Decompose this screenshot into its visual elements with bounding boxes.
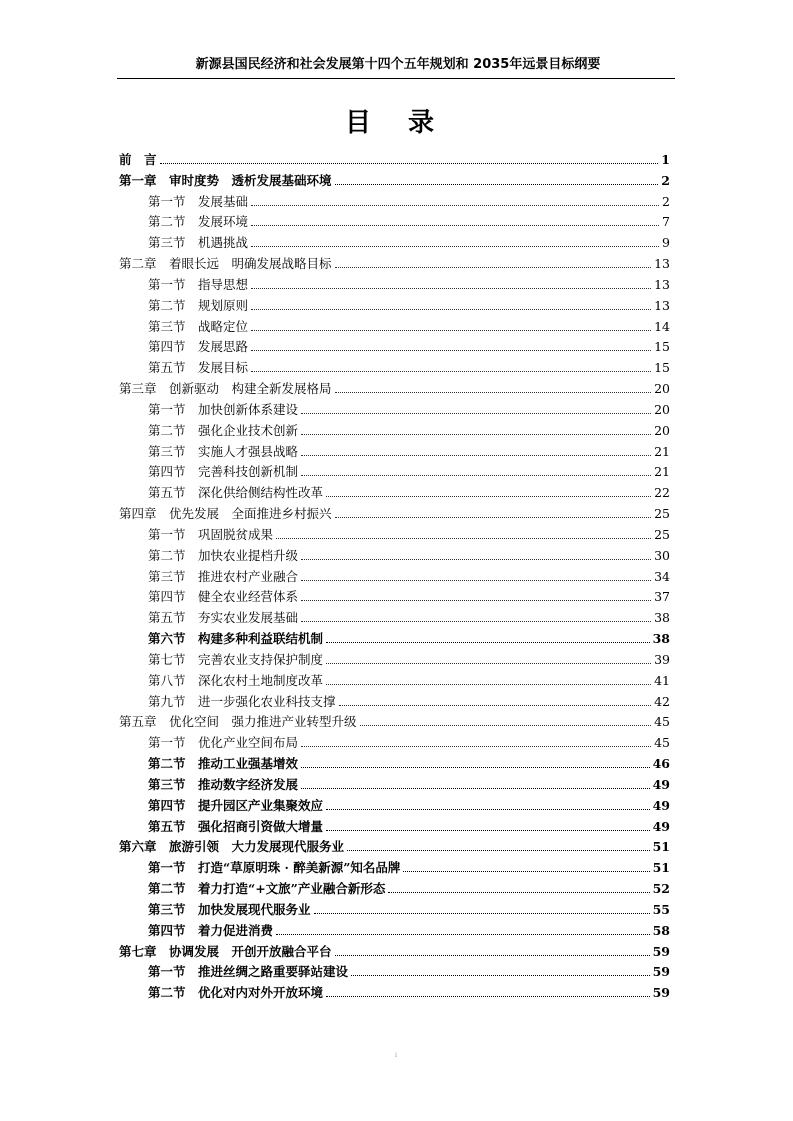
toc-page-number: 25 bbox=[654, 506, 670, 522]
toc-dot-leader bbox=[326, 830, 650, 831]
toc-dot-leader bbox=[301, 455, 651, 456]
toc-page-number: 37 bbox=[654, 589, 670, 605]
toc-page-number: 38 bbox=[654, 610, 670, 626]
toc-page-number: 45 bbox=[654, 714, 670, 730]
toc-entry-title: 第二章 着眼长远 明确发展战略目标 bbox=[119, 256, 332, 272]
toc-entry-title: 第四节 完善科技创新机制 bbox=[148, 464, 299, 480]
toc-page-number: 13 bbox=[654, 297, 670, 313]
toc-entry-title: 第三节 加快发展现代服务业 bbox=[148, 901, 311, 917]
toc-dot-leader bbox=[335, 267, 652, 268]
toc-chapter-entry[interactable] bbox=[119, 940, 670, 960]
toc-section-entry[interactable] bbox=[119, 815, 670, 835]
toc-section-entry[interactable] bbox=[119, 627, 670, 647]
toc-dot-leader bbox=[301, 621, 651, 622]
toc-dot-leader bbox=[347, 850, 650, 851]
toc-dot-leader bbox=[301, 767, 650, 768]
toc-entry-title: 第三节 机遇挑战 bbox=[148, 235, 249, 251]
toc-dot-leader bbox=[276, 934, 650, 935]
toc-entry-title: 第二节 强化企业技术创新 bbox=[148, 422, 299, 438]
toc-entry-title: 第一节 推进丝绸之路重要驿站建设 bbox=[148, 964, 349, 980]
toc-section-entry[interactable] bbox=[119, 419, 670, 439]
toc-dot-leader bbox=[301, 475, 651, 476]
toc-page-number: 25 bbox=[654, 526, 670, 542]
toc-entry-title: 第一节 发展基础 bbox=[148, 193, 249, 209]
toc-page-number: 49 bbox=[652, 818, 670, 834]
toc-entry-title: 第四节 提升园区产业集聚效应 bbox=[148, 797, 324, 813]
toc-section-entry[interactable] bbox=[119, 315, 670, 335]
toc-dot-leader bbox=[326, 996, 650, 997]
toc-entry-title: 前 言 bbox=[119, 152, 157, 167]
toc-section-entry[interactable] bbox=[119, 523, 670, 543]
toc-page-number: 2 bbox=[661, 172, 670, 188]
toc-dot-leader bbox=[301, 580, 651, 581]
toc-entry-title: 第一节 优化产业空间布局 bbox=[148, 735, 299, 751]
toc-page-number: 9 bbox=[662, 235, 670, 251]
toc-page-number: 51 bbox=[652, 839, 670, 855]
toc-section-entry[interactable] bbox=[119, 731, 670, 751]
toc-entry-title: 第九节 进一步强化农业科技支撑 bbox=[148, 693, 336, 709]
toc-dot-leader bbox=[251, 309, 651, 310]
toc-dot-leader bbox=[335, 955, 650, 956]
toc-entry-title: 第一节 加快创新体系建设 bbox=[148, 401, 299, 417]
toc-entry-title: 第二节 规划原则 bbox=[148, 297, 249, 313]
toc-section-entry[interactable] bbox=[119, 210, 670, 230]
toc-section-entry[interactable] bbox=[119, 690, 670, 710]
toc-page-number: 49 bbox=[652, 797, 670, 813]
toc-page-number: 14 bbox=[654, 318, 670, 334]
toc-chapter-entry[interactable] bbox=[119, 835, 670, 855]
toc-dot-leader bbox=[388, 892, 649, 893]
toc-section-entry[interactable] bbox=[119, 585, 670, 605]
toc-entry-title: 第二节 发展环境 bbox=[148, 214, 249, 230]
toc-page-number: 59 bbox=[652, 943, 670, 959]
toc-dot-leader bbox=[335, 517, 652, 518]
toc-entry-title: 第六节 构建多种利益联结机制 bbox=[148, 631, 324, 647]
toc-section-entry[interactable] bbox=[119, 231, 670, 251]
toc-entry-title: 第四节 发展思路 bbox=[148, 339, 249, 355]
toc-page-number: 55 bbox=[652, 901, 670, 917]
toc-page-number: 34 bbox=[654, 568, 670, 584]
toc-section-entry[interactable] bbox=[119, 981, 670, 1001]
toc-entry-title: 第三章 创新驱动 构建全新发展格局 bbox=[119, 381, 332, 397]
toc-page-number: 51 bbox=[652, 860, 670, 876]
toc-entry-title: 第一节 打造“草原明珠 · 醉美新源”知名品牌 bbox=[148, 860, 401, 876]
toc-dot-leader bbox=[251, 371, 651, 372]
toc-page-number: 59 bbox=[652, 964, 670, 980]
toc-dot-leader bbox=[301, 559, 651, 560]
toc-entry-title: 第四章 优先发展 全面推进乡村振兴 bbox=[119, 506, 332, 522]
toc-page-number: 49 bbox=[652, 776, 670, 792]
toc-dot-leader bbox=[301, 434, 651, 435]
toc-entry-title: 第二节 着力打造“+文旅”产业融合新形态 bbox=[148, 881, 386, 897]
toc-entry-title: 第一章 审时度势 透析发展基础环境 bbox=[119, 172, 332, 188]
toc-entry-title: 第二节 优化对内对外开放环境 bbox=[148, 985, 324, 1001]
toc-dot-leader bbox=[326, 496, 651, 497]
toc-entry-title: 第三节 战略定位 bbox=[148, 318, 249, 334]
toc-dot-leader bbox=[251, 330, 651, 331]
toc-page-number: 20 bbox=[654, 381, 670, 397]
toc-section-entry[interactable] bbox=[119, 919, 670, 939]
toc-dot-leader bbox=[251, 205, 659, 206]
toc-dot-leader bbox=[326, 809, 650, 810]
toc-entry-title: 第七节 完善农业支持保护制度 bbox=[148, 651, 324, 667]
toc-chapter-entry[interactable] bbox=[119, 502, 670, 522]
toc-page-number: 15 bbox=[654, 360, 670, 376]
toc-section-entry[interactable] bbox=[119, 606, 670, 626]
toc-entry-title: 第四节 着力促进消费 bbox=[148, 922, 274, 938]
toc-section-entry[interactable] bbox=[119, 794, 670, 814]
toc-section-entry[interactable] bbox=[119, 273, 670, 293]
toc-section-entry[interactable] bbox=[119, 669, 670, 689]
toc-section-entry[interactable] bbox=[119, 773, 670, 793]
toc-page-number: 22 bbox=[654, 485, 670, 501]
toc-entry-title: 第六章 旅游引领 大力发展现代服务业 bbox=[119, 839, 345, 855]
toc-entry-title: 第五节 发展目标 bbox=[148, 360, 249, 376]
toc-page-number: 46 bbox=[652, 756, 670, 772]
toc-section-entry[interactable] bbox=[119, 460, 670, 480]
toc-dot-leader bbox=[314, 913, 650, 914]
toc-section-entry[interactable] bbox=[119, 440, 670, 460]
toc-page-number: 30 bbox=[654, 547, 670, 563]
toc-entry-title: 第八节 深化农村土地制度改革 bbox=[148, 672, 324, 688]
toc-dot-leader bbox=[335, 184, 659, 185]
toc-dot-leader bbox=[160, 163, 659, 164]
toc-dot-leader bbox=[276, 538, 651, 539]
toc-page-number: 7 bbox=[662, 214, 670, 230]
toc-entry-title: 第五节 深化供给侧结构性改革 bbox=[148, 485, 324, 501]
toc-page-number: 1 bbox=[661, 152, 670, 167]
toc-section-entry[interactable] bbox=[119, 544, 670, 564]
toc-section-entry[interactable] bbox=[119, 898, 670, 918]
toc-entry-title: 第三节 实施人才强县战略 bbox=[148, 443, 299, 459]
toc-chapter-entry[interactable] bbox=[119, 377, 670, 397]
toc-page-number: 2 bbox=[662, 193, 670, 209]
toc-dot-leader bbox=[403, 871, 649, 872]
toc-dot-leader bbox=[251, 225, 659, 226]
toc-page-number: 21 bbox=[654, 443, 670, 459]
toc-section-entry[interactable] bbox=[119, 565, 670, 585]
toc-entry-title: 第五节 夯实农业发展基础 bbox=[148, 610, 299, 626]
toc-dot-leader bbox=[335, 392, 652, 393]
toc-entry-title: 第三节 推动数字经济发展 bbox=[148, 776, 299, 792]
toc-dot-leader bbox=[351, 975, 650, 976]
toc-section-entry[interactable] bbox=[119, 752, 670, 772]
toc-dot-leader bbox=[301, 788, 650, 789]
toc-page-number: 41 bbox=[654, 672, 670, 688]
toc-page-number: 39 bbox=[654, 651, 670, 667]
toc-dot-leader bbox=[251, 246, 659, 247]
toc-section-entry[interactable] bbox=[119, 190, 670, 210]
toc-entry-title: 第五节 强化招商引资做大增量 bbox=[148, 818, 324, 834]
toc-page-number: 13 bbox=[654, 276, 670, 292]
toc-entry-title: 第四节 健全农业经营体系 bbox=[148, 589, 299, 605]
toc-dot-leader bbox=[339, 705, 652, 706]
toc-page-number: 13 bbox=[654, 256, 670, 272]
toc-chapter-entry[interactable] bbox=[119, 710, 670, 730]
toc-entry-title: 第一节 巩固脱贫成果 bbox=[148, 526, 274, 542]
toc-section-entry[interactable] bbox=[119, 335, 670, 355]
toc-dot-leader bbox=[326, 684, 651, 685]
toc-entry-title: 第七章 协调发展 开创开放融合平台 bbox=[119, 943, 332, 959]
toc-page-number: 38 bbox=[652, 631, 670, 647]
toc-entry-title: 第五章 优化空间 强力推进产业转型升级 bbox=[119, 714, 357, 730]
toc-page-number: 21 bbox=[654, 464, 670, 480]
toc-section-entry[interactable] bbox=[119, 648, 670, 668]
toc-page-number: 15 bbox=[654, 339, 670, 355]
toc-entry-title: 第二节 加快农业提档升级 bbox=[148, 547, 299, 563]
toc-chapter-entry[interactable] bbox=[119, 169, 670, 189]
toc-entry-title: 第三节 推进农村产业融合 bbox=[148, 568, 299, 584]
toc-dot-leader bbox=[301, 746, 651, 747]
header-divider bbox=[117, 78, 675, 79]
page-footer-mark: i bbox=[395, 1052, 397, 1059]
toc-dot-leader bbox=[301, 413, 651, 414]
toc-dot-leader bbox=[251, 288, 651, 289]
toc-chapter-entry[interactable] bbox=[119, 148, 670, 168]
toc-entry-title: 第一节 指导思想 bbox=[148, 276, 249, 292]
toc-dot-leader bbox=[326, 663, 651, 664]
page-title: 目 录 bbox=[344, 108, 449, 138]
toc-page-number: 45 bbox=[654, 735, 670, 751]
toc-dot-leader bbox=[326, 642, 650, 643]
toc-section-entry[interactable] bbox=[119, 856, 670, 876]
toc-section-entry[interactable] bbox=[119, 294, 670, 314]
toc-page-number: 59 bbox=[652, 985, 670, 1001]
toc-dot-leader bbox=[301, 600, 651, 601]
toc-section-entry[interactable] bbox=[119, 960, 670, 980]
toc-chapter-entry[interactable] bbox=[119, 252, 670, 272]
toc-dot-leader bbox=[251, 350, 651, 351]
toc-page-number: 42 bbox=[654, 693, 670, 709]
toc-dot-leader bbox=[360, 725, 652, 726]
toc-entry-title: 第二节 推动工业强基增效 bbox=[148, 756, 299, 772]
toc-page-number: 52 bbox=[652, 881, 670, 897]
running-header: 新源县国民经济和社会发展第十四个五年规划和 2035年远景目标纲要 bbox=[195, 57, 601, 72]
toc-section-entry[interactable] bbox=[119, 877, 670, 897]
toc-section-entry[interactable] bbox=[119, 398, 670, 418]
toc-section-entry[interactable] bbox=[119, 481, 670, 501]
toc-page-number: 58 bbox=[652, 922, 670, 938]
toc-section-entry[interactable] bbox=[119, 356, 670, 376]
toc-page-number: 20 bbox=[654, 401, 670, 417]
toc-page-number: 20 bbox=[654, 422, 670, 438]
